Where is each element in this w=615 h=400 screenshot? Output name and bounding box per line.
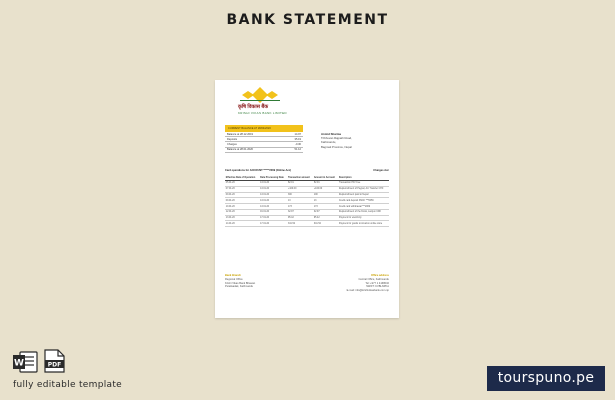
cell-account-amount: 100 (313, 192, 338, 198)
cell-account-amount: 13 (313, 198, 338, 204)
bank-logo (226, 87, 296, 117)
cell-transaction-amount: 95.42 (287, 215, 313, 221)
col-description: Description (338, 176, 389, 180)
footer-line: Putalisadak, Kathmandu (225, 285, 254, 289)
summary-value: 35.19 (294, 137, 301, 141)
svg-text:PDF: PDF (47, 361, 62, 369)
col-effective-date: Effective Date of Operation (225, 176, 259, 180)
summary-label: Charges (227, 142, 237, 146)
cell-processing-date: 17.01.20 (259, 221, 287, 227)
footer-line: Tel: +977 1 4168032 (365, 281, 389, 285)
summary-label: Deposits (227, 137, 238, 141)
cell-effective-date: 12.01.20 (225, 209, 259, 215)
account-line (225, 169, 389, 172)
svg-text:W: W (14, 358, 24, 369)
cell-effective-date: 07.01.20 (225, 186, 259, 192)
summary-label: Balance at 28.01.2020 (227, 148, 253, 152)
cell-transaction-amount: 173 (287, 204, 313, 210)
address-line: Kathmandu, (321, 140, 337, 145)
customer-name: Arvind Sharma (321, 132, 341, 136)
cell-transaction-amount: 13 (287, 198, 313, 204)
footer-line: Central Office, Kathmandu (358, 277, 389, 281)
footer-branch (225, 274, 255, 289)
cell-description: Payment for electricity (338, 215, 389, 221)
summary-value: 14.97 (294, 132, 301, 136)
cell-account-amount: 32.97 (313, 209, 338, 215)
cell-account-amount: 341.52 (313, 221, 338, 227)
cell-transaction-amount: +100.00 (287, 186, 313, 192)
table-row (225, 221, 389, 227)
cell-processing-date: 13.01.20 (259, 192, 287, 198)
col-processing-date: Date Processing Date (259, 176, 287, 180)
footer-right-heading: Office address (370, 274, 389, 277)
page-title: BANK STATEMENT (226, 12, 389, 28)
address-line: Bagmati Province, Nepal (321, 144, 352, 149)
cell-processing-date: 17.01.20 (259, 215, 287, 221)
cell-effective-date: 05.01.20 (225, 180, 259, 186)
address-line: Tribhuvan Rajpath Road, (321, 136, 352, 141)
cell-description: Credit card withdrawal ***2009 (338, 204, 389, 210)
customer-address (321, 132, 352, 149)
bank-name-english: KRISHI VIKAS BANK LIMITED (238, 111, 287, 115)
footer-line: Regional Office (225, 277, 243, 281)
cell-account-amount: 95.42 (313, 215, 338, 221)
cell-transaction-amount: 32.97 (287, 209, 313, 215)
word-icon (13, 351, 38, 373)
cell-processing-date: 13.01.20 (259, 180, 287, 186)
cell-description: Replenishment of Paypal, A/c Transfer CHF (338, 186, 389, 192)
transactions-table (225, 176, 389, 227)
cell-processing-date: 13.01.20 (259, 198, 287, 204)
cell-description: Credit card deposit DSCF ***6059 (338, 198, 389, 204)
cell-transaction-amount: 300 (287, 192, 313, 198)
summary-value: 51.12 (294, 148, 301, 152)
bank-statement-document[interactable] (215, 80, 399, 318)
footer-left-heading: Bank Branch (225, 274, 241, 277)
cell-transaction-amount: 341.52 (287, 221, 313, 227)
summary-row (225, 148, 303, 153)
footer-line: Krishi Vikas Bank Bhawan (225, 281, 256, 285)
col-account-amount: Amount in Account (313, 176, 338, 180)
charges-label: Charges Acc (373, 169, 389, 172)
cell-account-amount: 52.01 (313, 180, 338, 186)
cell-effective-date: 14.01.20 (225, 221, 259, 227)
summary-label: Balance at 28.12.2019 (227, 132, 253, 136)
template-caption: fully editable template (13, 380, 122, 390)
bank-name-hindi: कृषि विकास बैंक (238, 104, 269, 110)
cell-effective-date: 09.01.20 (225, 192, 259, 198)
bank-logo-icon (240, 87, 280, 103)
brand-badge[interactable]: tourspuno.pe (487, 366, 605, 391)
cell-processing-date: 13.01.20 (259, 204, 287, 210)
summary-value: -0.30 (295, 142, 301, 146)
cell-account-amount: +100.00 (313, 186, 338, 192)
cell-processing-date: 16.01.20 (259, 209, 287, 215)
footer-line: SWIFT: KVBLNPKA (366, 285, 389, 289)
footer-line: E-mail: info@krishivikasbank.com.np (346, 289, 389, 293)
cell-transaction-amount: 82.01 (287, 180, 313, 186)
account-operations-title: Card operations for ACCOUNT ******2009 (Online Acc) (225, 169, 292, 172)
summary-header: CURRENT BALANCE AT 28/04/2020 (225, 125, 303, 132)
cell-effective-date: 10.01.20 (225, 204, 259, 210)
cell-processing-date: 13.01.20 (259, 186, 287, 192)
cell-description: Payment for goods to Amazon online store (338, 221, 389, 227)
balance-summary (225, 125, 303, 153)
pdf-icon (43, 349, 65, 373)
cell-description: Replenishment paid to Nepal (338, 192, 389, 198)
cell-effective-date: 09.01.20 (225, 198, 259, 204)
cell-effective-date: 13.01.20 (225, 215, 259, 221)
cell-account-amount: 173 (313, 204, 338, 210)
footer-office (347, 274, 389, 293)
cell-description: Replenishment of the Kiosk, Lamjun CDF (338, 209, 389, 215)
cell-description: Transaction PAY Fee (338, 180, 389, 186)
col-transaction-amount: Transaction amount (287, 176, 313, 180)
